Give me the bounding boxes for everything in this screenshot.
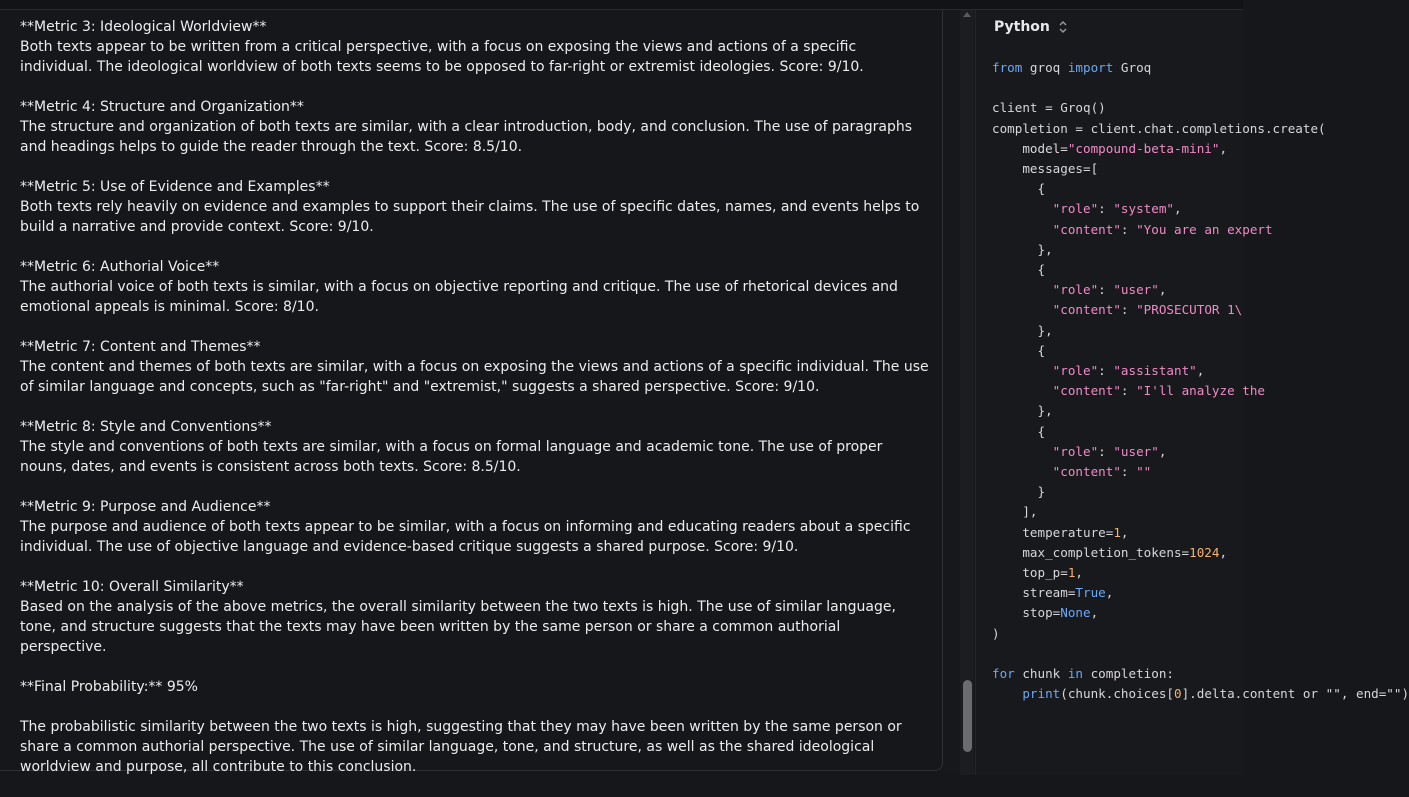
code-line: [992, 502, 1409, 522]
code-line: [992, 624, 1409, 644]
code-line: [992, 664, 1409, 684]
code-token: None: [1060, 605, 1091, 621]
code-token: {: [992, 262, 1046, 278]
language-label[interactable]: Python: [994, 19, 1050, 35]
code-token: from: [992, 60, 1023, 75]
code-token: model=: [992, 140, 1068, 156]
metric-title: **Metric 6: Authorial Voice**: [20, 259, 220, 275]
code-line: [992, 422, 1409, 442]
metric-section: [20, 97, 930, 157]
assistant-message: [20, 17, 930, 797]
code-token: },: [992, 403, 1053, 419]
scrollbar-thumb[interactable]: [963, 680, 972, 752]
code-token: for: [992, 666, 1015, 682]
code-line: [992, 543, 1409, 563]
code-token: messages=[: [992, 161, 1099, 177]
language-selector[interactable]: [994, 17, 1068, 37]
code-line: [992, 482, 1409, 502]
code-token: temperature=: [992, 524, 1114, 540]
code-token: in: [1067, 666, 1083, 682]
code-token: :: [1098, 443, 1114, 459]
code-line: [992, 644, 1409, 664]
code-line: [992, 341, 1409, 361]
metric-title: **Metric 8: Style and Conventions**: [20, 419, 272, 435]
code-token: "role": [1052, 443, 1099, 459]
scroll-up-arrow-icon[interactable]: [963, 12, 971, 17]
code-token: [992, 302, 1053, 317]
code-token: "role": [1052, 201, 1099, 217]
metric-section: [20, 177, 930, 237]
code-token: import: [1067, 60, 1114, 75]
code-token: "user": [1113, 282, 1159, 298]
code-token: :: [1120, 383, 1137, 399]
code-panel: [975, 10, 1409, 775]
metric-body: The purpose and audience of both texts appear to be similar, with a focus on informing and educating readers about a specific individual. The use of objective language and evidence-based critique suggests a shared purpose. Score: 9/10.: [20, 519, 911, 555]
metric-section: [20, 17, 930, 77]
metric-body: The content and themes of both texts are similar, with a focus on exposing the views and actions of a specific individual. The use of similar language and concepts, such as "far-right" and "extremist," suggests a shared perspective. Score: 9/10.: [20, 359, 929, 395]
code-line: [992, 321, 1409, 341]
code-line: [992, 442, 1409, 462]
code-token: ,: [1090, 605, 1099, 621]
code-token: ,: [1075, 565, 1084, 581]
metric-body: Based on the analysis of the above metrics, the overall similarity between the two texts is high. The use of similar language, tone, and structure suggests that the texts may have been written by the same person or share a common authorial perspective.: [20, 599, 896, 655]
code-token: ,: [1120, 524, 1129, 540]
code-token: [992, 222, 1053, 237]
code-token: completion:: [1083, 666, 1174, 682]
code-token: max_completion_tokens=: [992, 544, 1190, 560]
code-token: "": [1136, 464, 1152, 480]
code-token: ,: [1219, 544, 1228, 560]
code-token: chunk: [1014, 666, 1068, 682]
chat-response-panel: [0, 10, 943, 775]
code-line: [992, 684, 1409, 704]
code-token: [992, 383, 1053, 398]
code-token: },: [992, 322, 1053, 338]
code-line: [992, 58, 1409, 78]
code-line: [992, 260, 1409, 280]
code-line: [992, 462, 1409, 482]
code-token: "assistant": [1113, 363, 1197, 379]
code-token: client = Groq(): [992, 100, 1106, 116]
metric-body: The structure and organization of both texts are similar, with a clear introduction, body, and conclusion. The use of paragraphs and headings helps to guide the reader through the text. Score: 8.5/10.: [20, 119, 913, 155]
code-token: ,: [1105, 585, 1114, 601]
code-token: stream=: [992, 585, 1076, 601]
code-token: 0: [1174, 686, 1182, 702]
code-line: [992, 119, 1409, 139]
code-token: [992, 464, 1053, 479]
code-line: [992, 139, 1409, 159]
code-token: [992, 686, 1022, 701]
code-token: top_p=: [992, 565, 1068, 581]
code-token: "content": [1052, 302, 1121, 318]
code-line: [992, 78, 1409, 98]
code-token: [992, 282, 1053, 297]
code-token: :: [1120, 302, 1137, 318]
code-token: :: [1098, 363, 1114, 379]
code-line: [992, 361, 1409, 381]
code-line: [992, 220, 1409, 240]
chevron-up-down-icon[interactable]: [1058, 20, 1068, 34]
code-line: [992, 98, 1409, 118]
code-token: "role": [1052, 282, 1099, 298]
code-line: [992, 583, 1409, 603]
top-bar: [0, 0, 1243, 10]
code-line: [992, 523, 1409, 543]
code-token: True: [1075, 585, 1106, 601]
conclusion-text: The probabilistic similarity between the two texts is high, suggesting that they may have been written by the same person or share a common authorial perspective. The use of similar language, tone, and structure, as well as the shared ideological worldview and purpose, all contribute to this conclusion.: [20, 719, 902, 775]
code-token: :: [1098, 282, 1114, 298]
code-line: [992, 179, 1409, 199]
metric-title: **Metric 10: Overall Similarity**: [20, 579, 244, 595]
code-line: [992, 603, 1409, 623]
metric-body: The authorial voice of both texts is similar, with a focus on objective reporting and critique. The use of rhetorical devices and emotional appeals is minimal. Score: 8/10.: [20, 279, 898, 315]
code-token: {: [992, 181, 1046, 197]
metric-title: **Metric 3: Ideological Worldview**: [20, 19, 267, 35]
scrollbar-track[interactable]: [960, 10, 974, 775]
metric-body: Both texts appear to be written from a critical perspective, with a focus on exposing the views and actions of a specific individual. The ideological worldview of both texts seems to be opposed to far-right or extremist ideologies. Score: 9/10.: [20, 39, 864, 75]
code-line: [992, 159, 1409, 179]
code-token: stop=: [992, 605, 1061, 621]
code-token: [992, 201, 1053, 216]
metric-section: [20, 257, 930, 317]
metric-title: **Metric 7: Content and Themes**: [20, 339, 261, 355]
code-token: {: [992, 423, 1046, 439]
code-token: 1: [1113, 524, 1121, 540]
code-token: "PROSECUTOR 1\: [1136, 302, 1243, 318]
metric-section: [20, 577, 930, 657]
code-line: [992, 300, 1409, 320]
code-token: groq: [1022, 60, 1068, 75]
code-token: 1: [1067, 565, 1076, 581]
code-snippet[interactable]: [992, 58, 1409, 705]
code-line: [992, 280, 1409, 300]
code-token: print: [1022, 686, 1061, 702]
code-token: ,: [1219, 140, 1228, 156]
code-line: [992, 563, 1409, 583]
code-token: 1024: [1189, 544, 1220, 560]
code-token: "compound-beta-mini": [1067, 140, 1220, 156]
code-token: ,: [1196, 363, 1205, 379]
code-token: Groq: [1113, 60, 1152, 75]
code-token: },: [992, 241, 1053, 257]
code-token: ].delta.content or "", end=""): [1181, 686, 1409, 702]
code-token: ): [992, 625, 1000, 641]
code-token: [992, 444, 1053, 459]
metric-section: [20, 497, 930, 557]
code-token: {: [992, 342, 1046, 358]
metric-body: The style and conventions of both texts are similar, with a focus on formal language and academic tone. The use of proper nouns, dates, and events is consistent across both texts. Score: 8.5/10.: [20, 439, 883, 475]
code-token: "content": [1052, 383, 1121, 399]
code-token: "I'll analyze the: [1136, 383, 1265, 399]
code-token: :: [1120, 464, 1137, 480]
code-token: "You are an expert: [1136, 221, 1273, 237]
code-token: [992, 363, 1053, 378]
code-token: "content": [1052, 464, 1121, 480]
code-token: (chunk.choices[: [1060, 686, 1174, 702]
code-token: }: [992, 484, 1046, 500]
metric-title: **Metric 5: Use of Evidence and Examples**: [20, 179, 330, 195]
code-token: ],: [992, 504, 1038, 520]
code-line: [992, 240, 1409, 260]
code-token: :: [1098, 201, 1114, 217]
metric-title: **Metric 4: Structure and Organization**: [20, 99, 304, 115]
code-token: "content": [1052, 221, 1121, 237]
code-token: ,: [1174, 201, 1182, 217]
metric-section: [20, 337, 930, 397]
code-token: "user": [1113, 443, 1159, 459]
final-probability: **Final Probability:** 95%: [20, 679, 198, 695]
code-line: [992, 401, 1409, 421]
code-token: "role": [1052, 363, 1099, 379]
code-line: [992, 199, 1409, 219]
code-token: ,: [1158, 282, 1167, 298]
code-token: completion = client.chat.completions.create(: [992, 120, 1326, 136]
code-token: :: [1120, 221, 1137, 237]
code-token: ,: [1158, 443, 1167, 459]
code-token: "system": [1113, 201, 1175, 217]
metric-title: **Metric 9: Purpose and Audience**: [20, 499, 271, 515]
metric-section: [20, 417, 930, 477]
metric-body: Both texts rely heavily on evidence and examples to support their claims. The use of specific dates, names, and events helps to build a narrative and provide context. Score: 9/10.: [20, 199, 920, 235]
code-line: [992, 381, 1409, 401]
